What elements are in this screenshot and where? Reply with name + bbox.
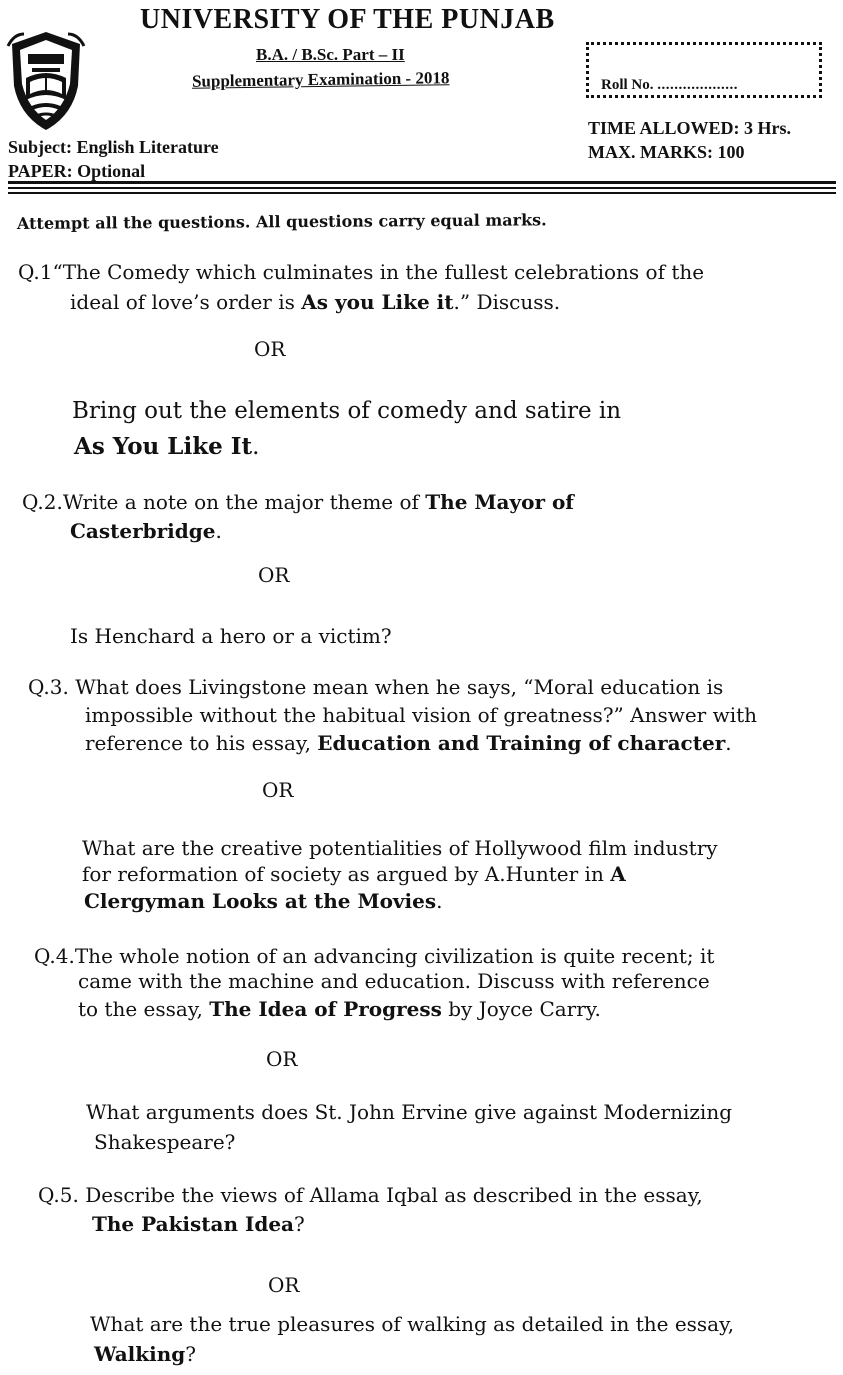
- question-4-line-2: [78, 967, 710, 995]
- title-text: As You Like It: [74, 433, 253, 460]
- question-text: Write a note on the major theme of: [62, 490, 426, 514]
- header-rule-bottom: [8, 192, 836, 194]
- university-crest-logo: [6, 28, 86, 134]
- title-text: Clergyman Looks at the Movies: [84, 889, 437, 913]
- title-text: Education and Training of character: [317, 731, 726, 755]
- question-2-alternative: [70, 622, 392, 650]
- question-text: .: [252, 434, 260, 460]
- question-text: Bring out the elements of comedy and satire in: [72, 398, 622, 424]
- exam-label: Supplementary Examination - 2018: [191, 68, 450, 91]
- or-separator: OR: [262, 778, 294, 802]
- question-4-alternative: [86, 1098, 732, 1126]
- question-5: [38, 1181, 703, 1209]
- question-5-line-2: [92, 1210, 305, 1238]
- question-text: ?: [294, 1212, 305, 1236]
- question-3-alternative-line-2: [82, 860, 626, 888]
- question-text: What arguments does St. John Ervine give against Modernizing: [86, 1100, 733, 1124]
- question-1-alternative: [72, 394, 621, 428]
- paper-label: PAPER: Optional: [8, 161, 146, 181]
- or-separator: OR: [268, 1273, 300, 1297]
- instructions: Attempt all the questions. All questions carry equal marks.: [16, 210, 547, 233]
- question-3-alternative-line-3: [84, 887, 443, 915]
- or-separator: OR: [266, 1047, 298, 1071]
- question-4-line-3: [78, 995, 601, 1023]
- or-separator: OR: [254, 337, 286, 361]
- question-text: .” Discuss.: [453, 290, 561, 314]
- question-text: reference to his essay,: [85, 731, 318, 755]
- question-text: What does Livingstone mean when he says, “Moral education is: [75, 675, 724, 699]
- question-2-line-2: [70, 517, 222, 545]
- question-text: .: [725, 731, 732, 755]
- question-4-alternative-line-2: [94, 1128, 235, 1156]
- question-text: What are the true pleasures of walking as detailed in the essay,: [90, 1312, 735, 1336]
- question-text: by Joyce Carry.: [441, 997, 601, 1021]
- header-rule-top: [8, 181, 836, 184]
- title-text: The Mayor of: [425, 490, 574, 514]
- question-text: .: [436, 889, 443, 913]
- question-3-line-3: [85, 729, 732, 757]
- question-1-alternative-line-2: [74, 430, 259, 464]
- title-text: As you Like it: [301, 290, 454, 314]
- question-text: The whole notion of an advancing civilization is quite recent; it: [74, 944, 715, 968]
- time-allowed: TIME ALLOWED: 3 Hrs.: [588, 118, 792, 138]
- question-3-line-2: [85, 701, 757, 729]
- roll-number-blank: ...................: [657, 77, 738, 93]
- degree-label: B.A. / B.Sc. Part – II: [256, 45, 405, 64]
- max-marks: MAX. MARKS: 100: [588, 142, 745, 162]
- question-text: “The Comedy which culminates in the fullest celebrations of the: [52, 260, 705, 284]
- question-text: impossible without the habitual vision of greatness?” Answer with: [85, 703, 758, 727]
- question-1-line-2: [70, 288, 560, 316]
- or-separator: OR: [258, 563, 290, 587]
- question-3: [28, 673, 723, 701]
- question-4: [34, 942, 714, 970]
- question-text: .: [215, 519, 222, 543]
- question-text: Shakespeare?: [94, 1130, 236, 1154]
- subject-label: Subject: English Literature: [8, 137, 219, 157]
- title-text: A: [610, 862, 626, 886]
- question-3-alternative: [82, 834, 718, 862]
- question-number: Q.1: [18, 260, 53, 284]
- question-number: Q.2.: [22, 490, 63, 514]
- question-1: [18, 258, 704, 286]
- question-text: for reformation of society as argued by A.Hunter in: [82, 862, 611, 886]
- question-5-alternative-line-2: [94, 1340, 196, 1368]
- title-text: Casterbridge: [70, 519, 216, 543]
- title-text: Walking: [94, 1342, 186, 1366]
- question-text: ?: [185, 1342, 196, 1366]
- question-number: Q.5.: [38, 1183, 79, 1207]
- question-text: came with the machine and education. Discuss with reference: [78, 969, 710, 993]
- question-text: Describe the views of Allama Iqbal as described in the essay,: [85, 1183, 703, 1207]
- title-text: The Pakistan Idea: [92, 1212, 295, 1236]
- roll-number-label: Roll No.: [601, 77, 654, 93]
- question-2: [22, 488, 574, 516]
- university-title: UNIVERSITY OF THE PUNJAB: [140, 4, 555, 35]
- question-number: Q.3.: [28, 675, 69, 699]
- question-5-alternative: [90, 1310, 734, 1338]
- question-text: What are the creative potentialities of Hollywood film industry: [82, 836, 718, 860]
- question-text: Is Henchard a hero or a victim?: [70, 624, 392, 648]
- question-number: Q.4.: [34, 944, 75, 968]
- title-text: The Idea of Progress: [209, 997, 442, 1021]
- question-text: to the essay,: [78, 997, 210, 1021]
- roll-number-box: [586, 42, 822, 98]
- header-rule-middle: [8, 187, 836, 189]
- question-text: ideal of love’s order is: [70, 290, 302, 314]
